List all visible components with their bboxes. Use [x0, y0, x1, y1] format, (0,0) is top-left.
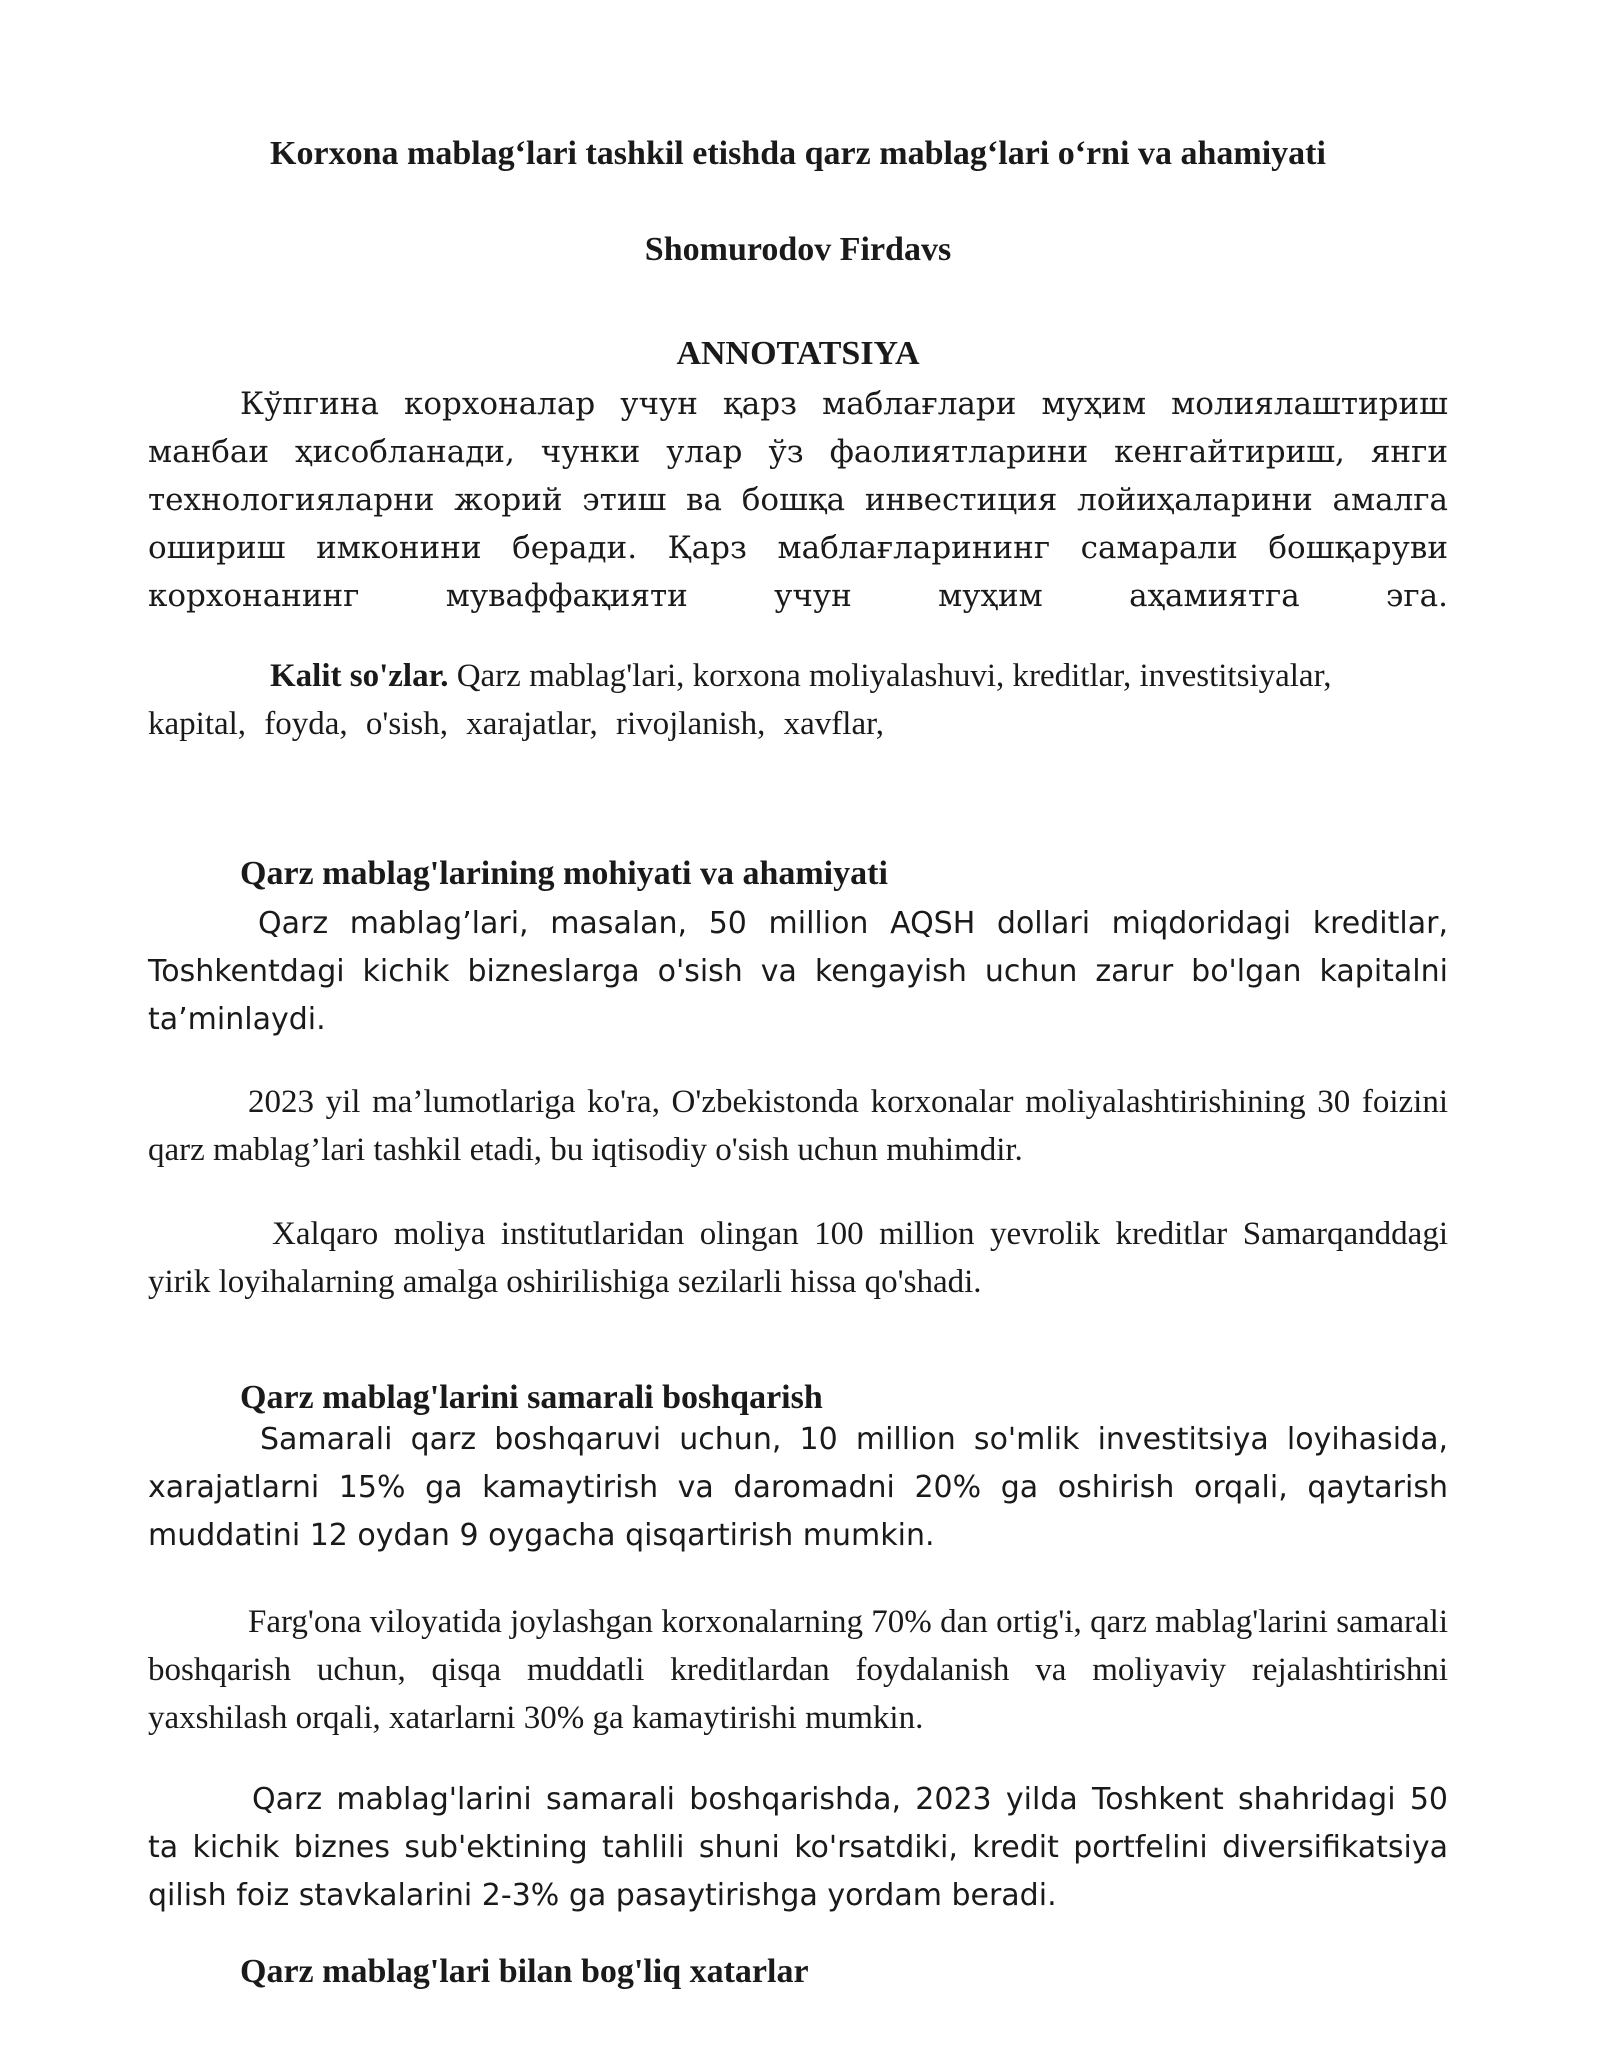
document-title: Korxona mablag‘lari tashkil etishda qarz mablag‘lari o‘rni va ahamiyati — [270, 135, 1326, 172]
annotation-text: Кўпгина корхоналар учун қарз маблағлари муҳим молиялаштириш манбаи ҳисобланади, чунки улар ўз фаолиятларини кенгайтириш, янги технологияларни жорий этиш ва бошқа инвестиция лойиҳаларини амалга ошириш имконини беради. Қарз маблағларининг самарали бошқаруви корхонанинг муваффақияти учун муҳим аҳамиятга эга. — [148, 386, 1448, 614]
author-name: Shomurodov Firdavs — [644, 231, 952, 268]
section-paragraph: Samarali qarz boshqaruvi uchun, 10 million so'mlik investitsiya loyihasida, xarajatlarni 15% ga kamaytirish va daromadni 20% ga oshirish orqali, qaytarish muddatini 12 oydan 9 oygacha qisqartirish mumkin. — [148, 1422, 1448, 1553]
section-paragraph: Farg'ona viloyatida joylashgan korxonalarning 70% dan ortig'i, qarz mablag'larini samarali boshqarish uchun, qisqa muddatli kreditlardan foydalanish va moliyaviy rejalashtirishni yaxshilash orqali, xatarlarni 30% ga kamaytirishi mumkin. — [148, 1604, 1448, 1736]
keywords-list-line2: kapital, foyda, o'sish, xarajatlar, rivojlanish, xavflar, — [148, 706, 885, 742]
section-paragraph: 2023 yil ma’lumotlariga ko'ra, O'zbekistonda korxonalar moliyalashtirishining 30 foizini qarz mablag’lari tashkil etadi, bu iqtisodiy o'sish uchun muhimdir. — [148, 1084, 1448, 1168]
keywords-list-line1: Qarz mablag'lari, korxona moliyalashuvi, kreditlar, investitsiyalar, — [448, 658, 1332, 694]
section-heading: Qarz mablag'lari bilan bog'liq xatarlar — [240, 1953, 809, 1990]
keywords-paragraph — [148, 652, 1448, 748]
section-heading: Qarz mablag'larining mohiyati va ahamiyati — [240, 855, 888, 892]
keywords-label: Kalit so'zlar. — [270, 658, 449, 694]
section-heading: Qarz mablag'larini samarali boshqarish — [240, 1379, 823, 1416]
section-paragraph: Xalqaro moliya institutlaridan olingan 100 million yevrolik kreditlar Samarqanddagi yirik loyihalarning amalga oshirilishiga sezilarli hissa qo'shadi. — [148, 1216, 1448, 1300]
section-paragraph: Qarz mablag’lari, masalan, 50 million AQSH dollari miqdoridagi kreditlar, Toshkentdagi kichik bizneslarga o'sish va kengayish uchun zarur bo'lgan kapitalni ta’minlaydi. — [148, 906, 1448, 1037]
section-paragraph: Qarz mablag'larini samarali boshqarishda, 2023 yilda Toshkent shahridagi 50 ta kichik biznes sub'ektining tahlili shuni ko'rsatdiki, kredit portfelini diversifikatsiya qilish foiz stavkalarini 2-3% ga pasaytirishga yordam beradi. — [148, 1782, 1448, 1913]
annotation-heading: ANNOTATSIYA — [676, 335, 920, 372]
